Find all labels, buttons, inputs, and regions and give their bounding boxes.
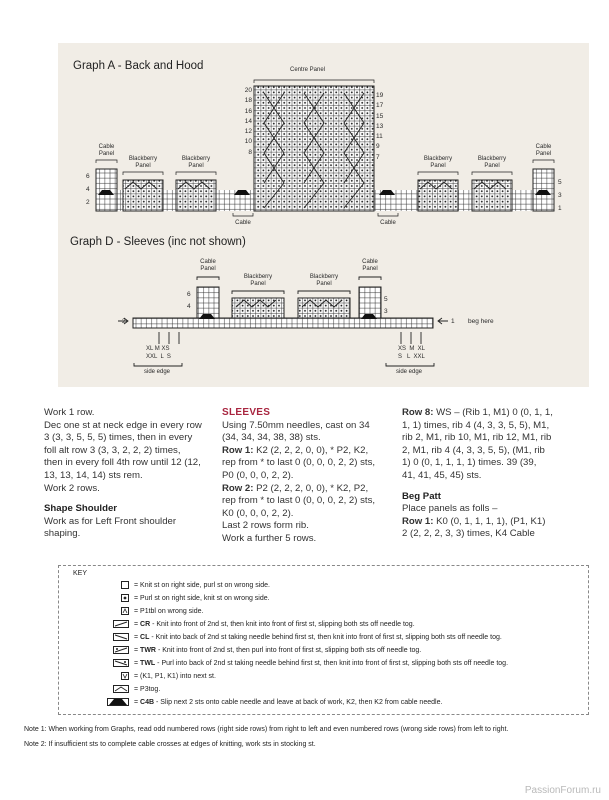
key-item: = Purl st on right side, knit st on wrong side. <box>95 592 270 604</box>
key-item: = CR - Knit into front of 2nd st, then knit into front of first st, slipping both sts off needle tog. <box>95 618 415 630</box>
graph-a-blackberry-3: Blackberry Panel <box>423 156 453 169</box>
graph-a-side-right-rows: 5 3 1 <box>558 179 562 212</box>
twr-icon <box>113 646 129 654</box>
graph-d-side-edge-left: side edge <box>144 369 171 375</box>
graph-a-cable-label-2: Cable <box>380 220 396 226</box>
shape-shoulder-heading: Shape Shoulder <box>44 503 118 515</box>
graphs-panel <box>58 43 589 387</box>
c4b-icon <box>107 698 129 706</box>
graph-a-cable-label-1: Cable <box>235 220 251 226</box>
graph-d-blackberry-1: Blackberry Panel <box>243 274 273 287</box>
key-item: = C4B - Slip next 2 sts onto cable needle and leave at back of work, K2, then K2 from cable needle. <box>95 696 442 708</box>
graph-d-row-1: 1 <box>451 318 455 325</box>
graph-d-right-sizes: XS M XL S L XXL <box>398 346 426 360</box>
note-1: Note 1: When working from Graphs, read odd numbered rows (right side rows) from right to left and even numbered rows (wrong side rows) from left to right. <box>24 726 509 733</box>
graph-d-cable-panel-left: Cable Panel <box>200 259 216 272</box>
note-2: Note 2: If insufficient sts to complete cable crosses at edges of knitting, work sts in stocking st. <box>24 741 316 748</box>
purl-dot-icon <box>121 594 129 602</box>
twl-icon <box>113 659 129 667</box>
key-item: = TWR - Knit into front of 2nd st, then purl into front of first st, slipping both sts off needle tog. <box>95 644 421 656</box>
graph-a-blackberry-2: Blackberry Panel <box>181 156 211 169</box>
graph-d-row-2: 2 <box>122 318 126 325</box>
graph-d-left-rows: 6 4 <box>187 291 191 310</box>
key-item: = TWL - Purl into back of 2nd st taking needle behind first st, then knit into front of first st, slipping both sts off needle tog. <box>95 657 508 669</box>
graph-d-cable-panel-right: Cable Panel <box>362 259 378 272</box>
graph-d-title: Graph D - Sleeves (inc not shown) <box>70 236 246 248</box>
cl-icon <box>113 633 129 641</box>
key-item: = CL - Knit into back of 2nd st taking needle behind first st, then knit into front of first st, slipping both sts off needle tog. <box>95 631 502 643</box>
graph-d-side-edge-right: side edge <box>396 369 423 375</box>
graph-d-beg-here: beg here <box>468 318 494 325</box>
cr-icon <box>113 620 129 628</box>
beg-patt-heading: Beg Patt <box>402 490 441 502</box>
centre-panel-label: Centre Panel <box>290 67 326 73</box>
graph-d-base-grid <box>133 318 433 328</box>
graph-a-side-left-rows: 6 4 2 <box>86 173 90 206</box>
graph-a-cable-panel-right: Cable Panel <box>535 144 552 157</box>
graph-d-blackberry-2: Blackberry Panel <box>309 274 339 287</box>
graph-a-cable-panel-left: Cable Panel <box>98 144 115 157</box>
key-item: = P1tbl on wrong side. <box>95 605 203 617</box>
sleeves-heading: SLEEVES <box>222 407 271 418</box>
graph-d-right-rows: 5 3 <box>384 296 388 315</box>
graph-a-chart <box>58 43 589 387</box>
graph-d-left-sizes: XL M XS XXL L S <box>146 346 171 360</box>
p1tbl-icon <box>121 607 129 615</box>
column-3: Row 8: WS – (Rib 1, M1) 0 (0, 1, 1, 1, 1) times, rib 4 (4, 3, 3, 5, 5), M1, rib 2, M1, rib 10, M1, rib 12, M1, rib 2, M1, rib 4 (4, 3, 3, 5, 5), (M1, rib 1) 0 (0, 1, 1, 1, 1) times. 39 (39, 41, 41, 45, 45) sts. Beg Patt Place panels as folls – Row 1: K0 (0, 1, 1, 1, 1), (P1, K1) 2 (2, 2, 2, 3, 3) times, K4 Cable <box>402 407 582 541</box>
key-item: = P3tog. <box>95 683 160 695</box>
knit-square-icon <box>121 581 129 589</box>
graph-a-blackberry-1: Blackberry Panel <box>128 156 158 169</box>
key-item: = Knit st on right side, purl st on wrong side. <box>95 579 270 591</box>
graph-a-left-row-numbers: 20 18 16 14 12 10 8 <box>244 87 252 156</box>
graph-a-right-row-numbers: 19 17 15 13 11 9 7 <box>376 92 384 161</box>
graph-a-blackberry-4: Blackberry Panel <box>477 156 507 169</box>
column-1: Work 1 row. Dec one st at neck edge in every row 3 (3, 3, 5, 5, 5) times, then in every foll alt row 3 (3, 3, 2, 2, 2) times, then in every foll 4th row until 12 (12, 13, 13, 14, 14) sts rem. Work 2 rows. Shape Shoulder Work as for Left Front shoulder shaping. <box>44 407 212 541</box>
column-2: SLEEVES Using 7.50mm needles, cast on 34 (34, 34, 34, 38, 38) sts. Row 1: K2 (2, 2, 2, 0, 0), * P2, K2, rep from * to last 0 (0, 0, 0, 2, 2) sts, P0 (0, 0, 0, 2, 2). Row 2: P2 (2, 2, 2, 0, 0), * K2, P2, rep from * to last 0 (0, 0, 0, 2, 2) sts, K0 (0, 0, 0, 2, 2). Last 2 rows form rib. Work a further 5 rows. <box>222 407 394 546</box>
graph-a-title: Graph A - Back and Hood <box>73 60 204 72</box>
key-title: KEY <box>73 570 88 577</box>
key-item: = (K1, P1, K1) into next st. <box>95 670 216 682</box>
p3tog-icon <box>113 685 129 693</box>
k1p1k1-icon <box>121 672 129 680</box>
brand-watermark: PassionForum.ru <box>524 785 601 796</box>
key-box <box>58 565 589 715</box>
